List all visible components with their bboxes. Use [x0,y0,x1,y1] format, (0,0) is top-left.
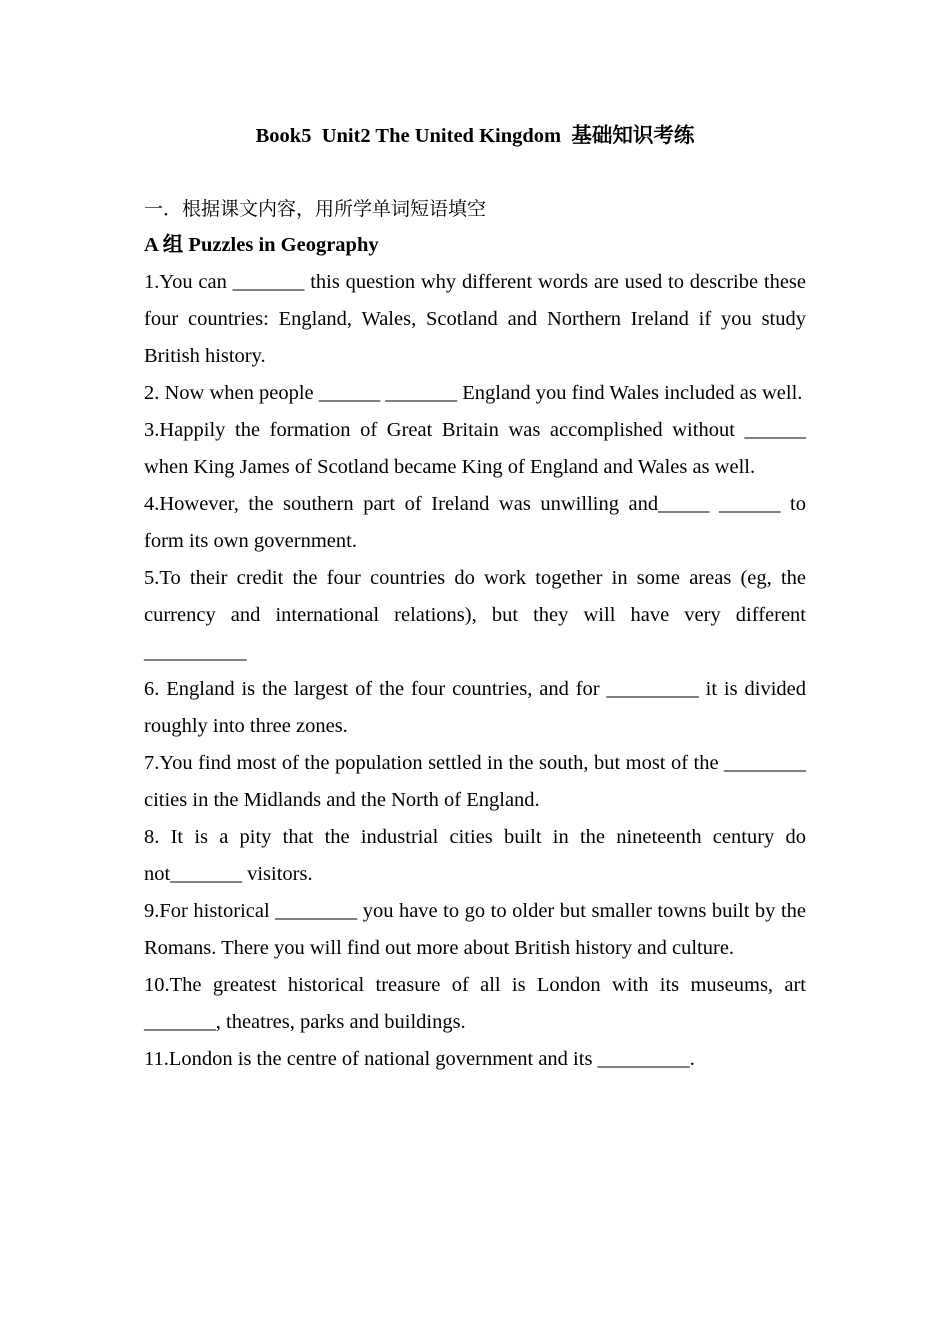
question-8: 8. It is a pity that the industrial cities built in the nineteenth century do not_______ visitors. [144,826,806,885]
question-5: 5.To their credit the four countries do work together in some areas (eg, the currency and international relations), but they will have very different __________ [144,567,806,663]
question-9: 9.For historical ________ you have to go to older but smaller towns built by the Romans. There you will find out more about British history and culture. [144,900,806,959]
title-spacer [144,155,806,191]
question-2: 2. Now when people ______ _______ England you find Wales included as well. [144,382,803,404]
question-4: 4.However, the southern part of Ireland was unwilling and_____ ______ to form its own government. [144,493,806,552]
document-title: Book5 Unit2 The United Kingdom 基础知识考练 [255,125,695,147]
question-11: 11.London is the centre of national government and its _________. [144,1048,695,1070]
group-heading: A 组 Puzzles in Geography [144,234,379,256]
section-heading: 一．根据课文内容，用所学单词短语填空 [144,198,487,220]
question-1: 1.You can _______ this question why different words are used to describe these four countries: England, Wales, Scotland and Northern Ireland if you study British history. [144,271,806,367]
question-10: 10.The greatest historical treasure of all is London with its museums, art _______, theatres, parks and buildings. [144,974,806,1033]
document-page [144,118,806,1078]
question-6: 6. England is the largest of the four countries, and for _________ it is divided roughly into three zones. [144,678,806,737]
question-3: 3.Happily the formation of Great Britain was accomplished without ______ when King James of Scotland became King of England and Wales as well. [144,419,806,478]
question-7: 7.You find most of the population settled in the south, but most of the ________ cities in the Midlands and the North of England. [144,752,806,811]
